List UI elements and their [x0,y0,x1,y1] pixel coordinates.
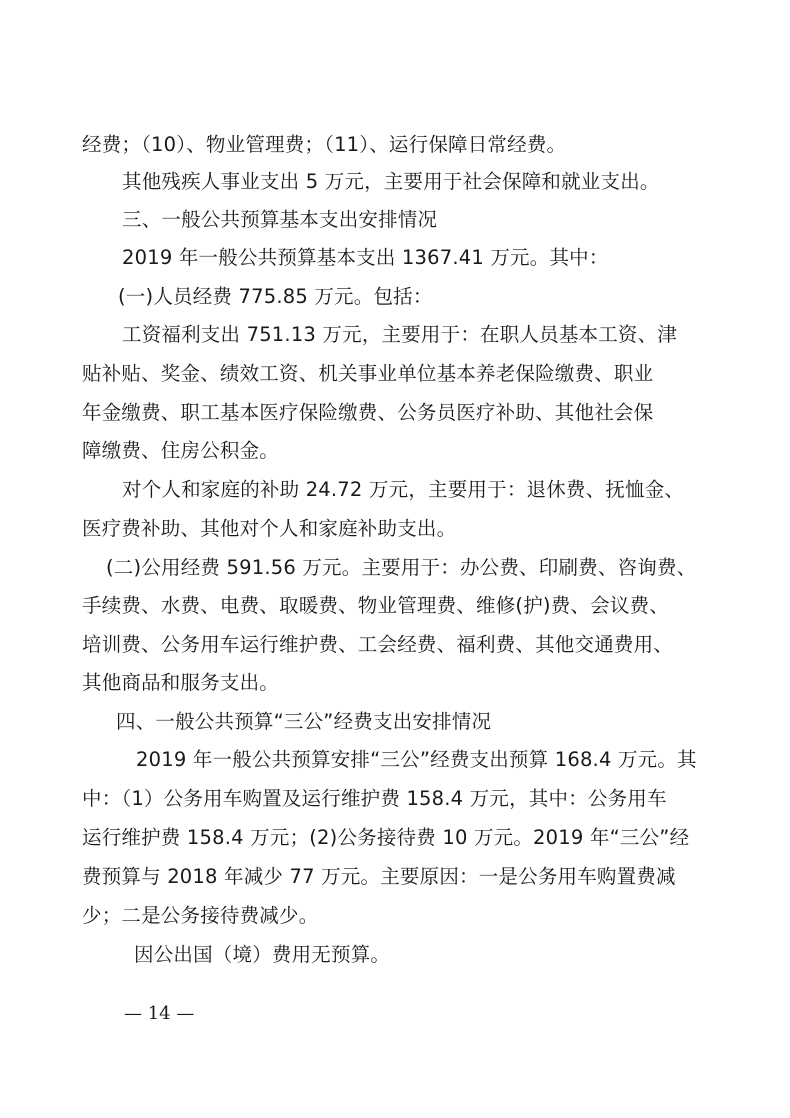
body-line: 经费；（10）、物业管理费；（11）、运行保障日常经费。 [82,133,567,156]
body-line: 贴补贴、奖金、绩效工资、机关事业单位基本养老保险缴费、职业 [82,362,654,385]
body-line: 中：（1）公务用车购置及运行维护费 158.4 万元，其中：公务用车 [82,787,667,810]
body-line: 其他残疾人事业支出 5 万元，主要用于社会保障和就业支出。 [122,170,660,193]
body-line: 对个人和家庭的补助 24.72 万元，主要用于：退休费、抚恤金、 [122,478,685,501]
body-line: 2019 年一般公共预算基本支出 1367.41 万元。其中： [122,246,609,269]
body-line: 其他商品和服务支出。 [82,671,280,694]
body-line: 费预算与 2018 年减少 77 万元。主要原因：一是公务用车购置费减 [82,865,676,888]
body-line: 工资福利支出 751.13 万元，主要用于：在职人员基本工资、津 [122,323,678,346]
body-line: 医疗费补助、其他对个人和家庭补助支出。 [82,517,457,540]
page-number: — 14 — [124,1003,195,1024]
body-line: 培训费、公务用车运行维护费、工会经费、福利费、其他交通费用、 [82,633,674,656]
body-line: 运行维护费 158.4 万元；(2)公务接待费 10 万元。2019 年“三公”经 [82,826,690,849]
body-line: 障缴费、住房公积金。 [82,439,280,462]
section-heading: 三、一般公共预算基本支出安排情况 [122,208,438,231]
body-line: 手续费、水费、电费、取暖费、物业管理费、维修(护)费、会议费、 [82,594,669,617]
body-line: 因公出国（境）费用无预算。 [134,943,391,966]
body-line: 少；二是公务接待费减少。 [82,904,319,927]
subsection-heading: (二)公用经费 591.56 万元。主要用于：办公费、印刷费、咨询费、 [106,556,697,579]
section-heading: 四、一般公共预算“三公”经费支出安排情况 [116,710,492,733]
body-line: 2019 年一般公共预算安排“三公”经费支出预算 168.4 万元。其 [136,748,697,771]
subsection-heading: (一)人员经费 775.85 万元。包括： [118,285,433,308]
body-line: 年金缴费、职工基本医疗保险缴费、公务员医疗补助、其他社会保 [82,401,654,424]
